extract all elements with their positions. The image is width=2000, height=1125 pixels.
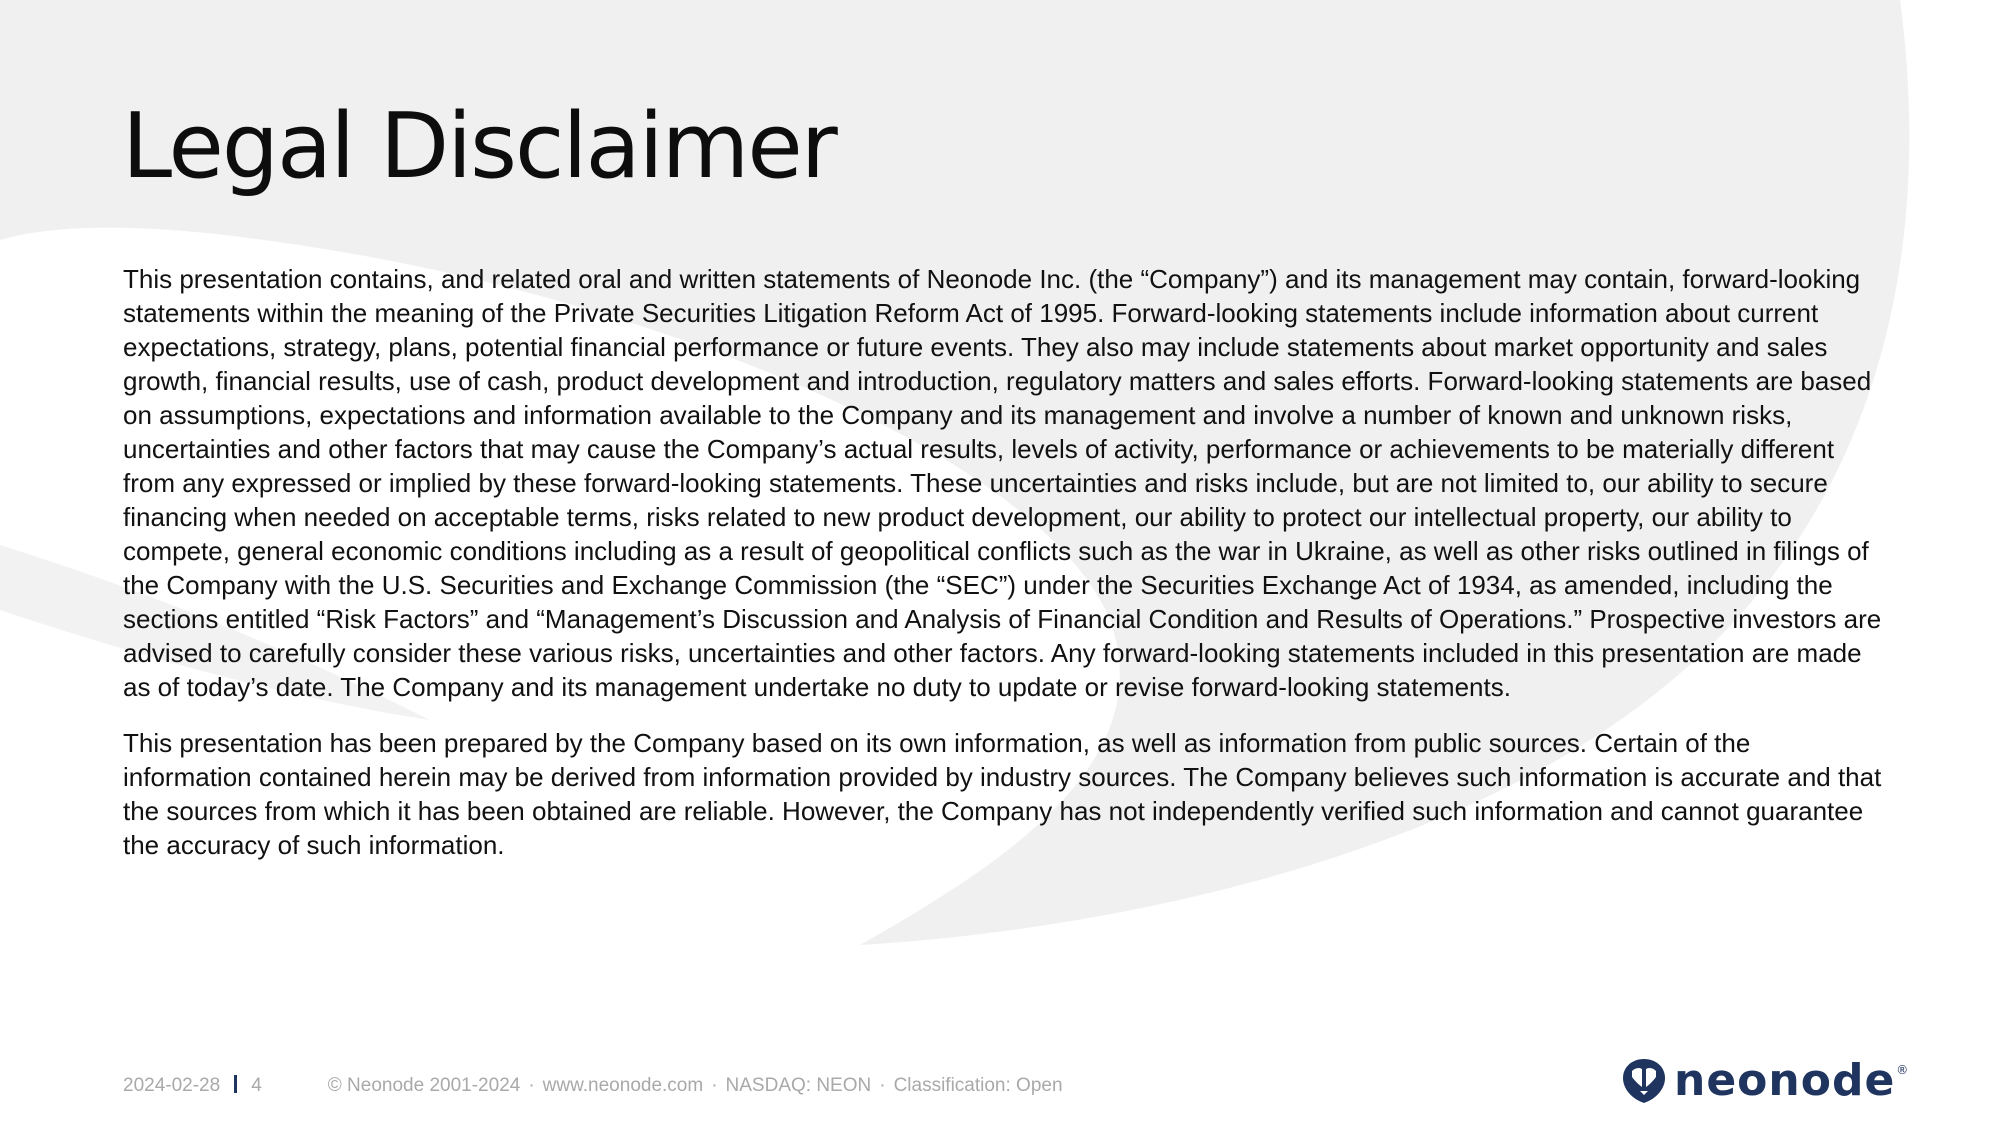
registered-mark: ® bbox=[1896, 1063, 1909, 1077]
disclaimer-body bbox=[123, 262, 1883, 862]
footer-classification: Classification: Open bbox=[893, 1075, 1063, 1096]
neonode-mark-icon bbox=[1620, 1057, 1668, 1105]
footer-website: www.neonode.com bbox=[542, 1075, 704, 1096]
footer-separator: · bbox=[879, 1075, 886, 1096]
footer-ticker: NASDAQ: NEON bbox=[725, 1075, 872, 1096]
footer-separator: · bbox=[528, 1075, 535, 1096]
logo-wordmark: neonode bbox=[1674, 1055, 1896, 1106]
disclaimer-paragraph: This presentation has been prepared by the Company based on its own information, as well as information from public sources. Certain of the information contained herein may be derived from information provided by industry sources. The Company believes such information is accurate and that the sources from which it has been obtained are reliable. However, the Company has not independently verified such information and cannot guarantee the accuracy of such information. bbox=[123, 728, 1882, 860]
disclaimer-paragraph: This presentation contains, and related oral and written statements of Neonode Inc. (the “Company”) and its management may contain, forward-looking statements within the meaning of the Private Securities Litigation Reform Act of 1995. Forward-looking statements include information about current expectations, strategy, plans, potential financial performance or future events. They also may include statements about market opportunity and sales growth, financial results, use of cash, product development and introduction, regulatory matters and sales efforts. Forward-looking statements are based on assumptions, expectations and information available to the Company and its management and involve a number of known and unknown risks, uncertainties and other factors that may cause the Company’s actual results, levels of activity, performance or achievements to be materially different from any expressed or implied by these forward-looking statements. These uncertainties and risks include, but are not limited to, our ability to secure financing when needed on acceptable terms, risks related to new product development, our ability to protect our intellectual property, our ability to compete, general economic conditions including as a result of geopolitical conflicts such as the war in Ukraine, as well as other risks outlined in filings of the Company with the U.S. Securities and Exchange Commission (the “SEC”) under the Securities Exchange Act of 1934, as amended, including the sections entitled “Risk Factors” and “Management’s Discussion and Analysis of Financial Condition and Results of Operations.” Prospective investors are advised to carefully consider these various risks, uncertainties and other factors. Any forward-looking statements included in this presentation are made as of today’s date. The Company and its management undertake no duty to update or revise forward-looking statements. bbox=[123, 264, 1882, 702]
neonode-logo bbox=[1620, 1055, 1908, 1107]
footer-date: 2024-02-28 bbox=[123, 1075, 221, 1096]
footer-page-number: 4 bbox=[251, 1075, 262, 1096]
slide-footer bbox=[123, 1074, 1063, 1098]
footer-separator: · bbox=[711, 1075, 718, 1096]
page-title: Legal Disclaimer bbox=[122, 94, 836, 199]
footer-divider bbox=[234, 1075, 237, 1093]
footer-copyright: © Neonode 2001-2024 bbox=[327, 1075, 521, 1096]
